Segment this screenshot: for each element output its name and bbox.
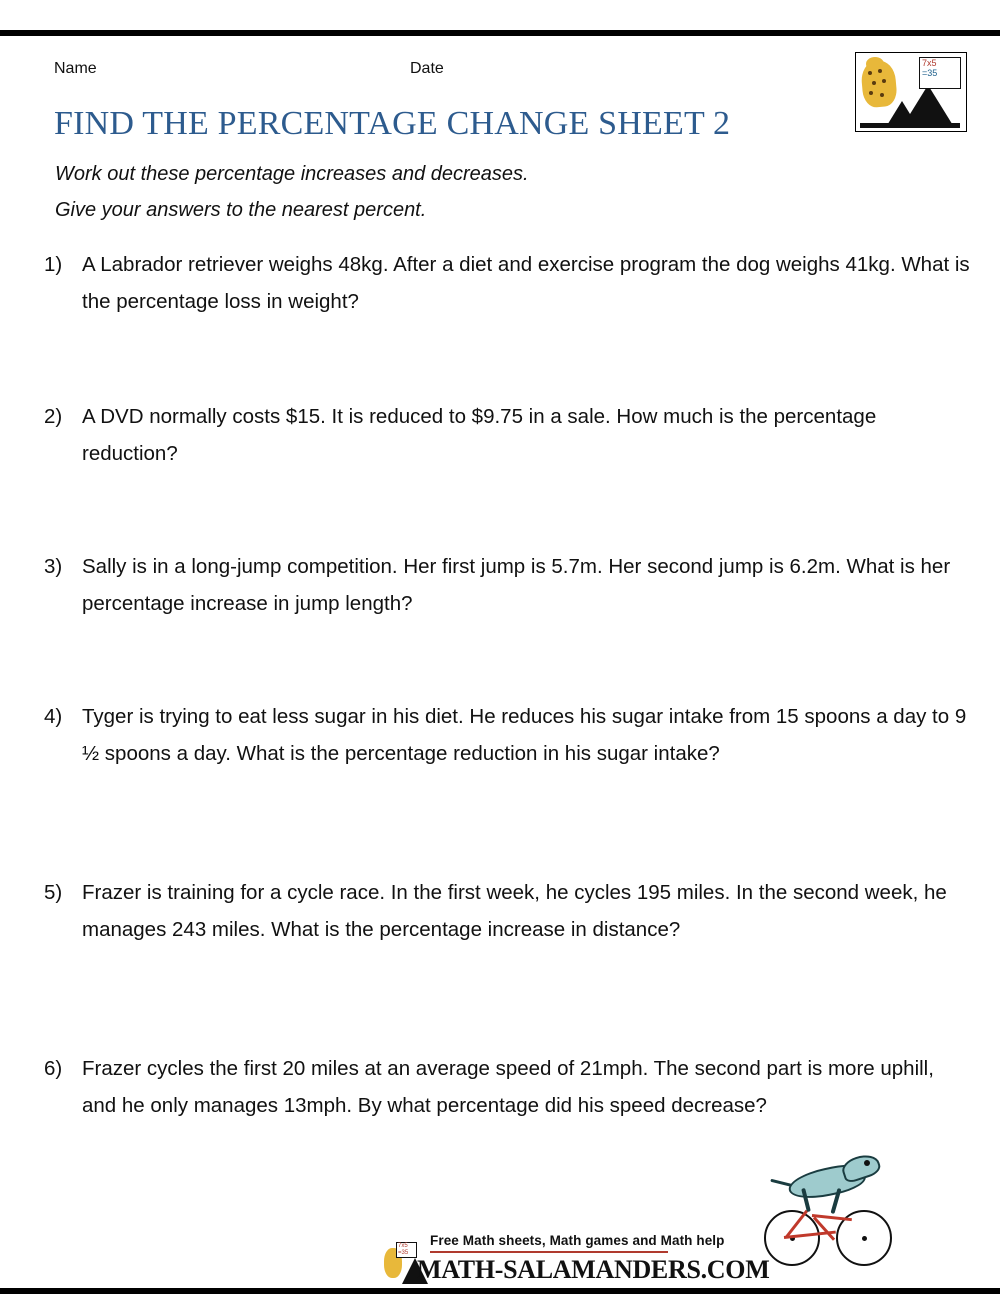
answer-space	[0, 1002, 1000, 1050]
question-item	[0, 698, 1000, 826]
mountain-large-icon	[902, 85, 954, 127]
question-text: Tyger is trying to eat less sugar in his diet. He reduces his sugar intake from 15 spoons a day to 9 ½ spoons a day. What is the percentage reduction in his sugar intake?	[82, 705, 967, 765]
lizard-icon	[776, 1154, 906, 1212]
question-item	[0, 874, 1000, 1002]
question-number: 1)	[44, 253, 63, 276]
question-item	[0, 246, 1000, 338]
chalkboard-line-1: 7x5	[922, 58, 937, 68]
question-number: 4)	[44, 705, 63, 728]
bottom-divider	[0, 1288, 1000, 1294]
page-title: FIND THE PERCENTAGE CHANGE SHEET 2	[54, 105, 731, 142]
question-number: 5)	[44, 881, 63, 904]
question-number: 2)	[44, 405, 63, 428]
question-number: 6)	[44, 1057, 63, 1080]
answer-space	[0, 338, 1000, 398]
question-text: A Labrador retriever weighs 48kg. After a diet and exercise program the dog weighs 41kg. What is the percentage loss in weight?	[82, 253, 970, 313]
chalkboard-line-2: =35	[922, 68, 938, 78]
answer-space	[0, 640, 1000, 698]
answer-space	[0, 826, 1000, 874]
footer-chalkboard-line-1: 7x5	[398, 1243, 408, 1249]
answer-space	[0, 490, 1000, 548]
top-divider	[0, 30, 1000, 36]
lizard-head-icon	[839, 1151, 882, 1185]
question-text: Sally is in a long-jump competition. Her first jump is 5.7m. Her second jump is 6.2m. What is her percentage increase in jump length?	[82, 555, 951, 615]
ground-line-icon	[860, 123, 960, 128]
footer-chalkboard-icon	[396, 1242, 417, 1258]
name-label: Name	[54, 60, 97, 77]
chalkboard-icon	[919, 57, 961, 89]
instruction-line-2: Give your answers to the nearest percent.	[55, 199, 427, 221]
question-text: Frazer is training for a cycle race. In the first week, he cycles 195 miles. In the second week, he manages 243 miles. What is the percentage increase in distance?	[82, 881, 947, 941]
question-item	[0, 548, 1000, 640]
question-text: Frazer cycles the first 20 miles at an average speed of 21mph. The second part is more uphill, and he only manages 13mph. By what percentage did his speed decrease?	[82, 1057, 934, 1117]
instruction-line-1: Work out these percentage increases and decreases.	[55, 163, 529, 185]
math-salamanders-logo	[855, 52, 967, 132]
question-item	[0, 1050, 1000, 1168]
question-list	[0, 246, 1000, 1168]
bicycle-frame-icon	[782, 1210, 856, 1244]
lizard-eye-icon	[864, 1160, 870, 1166]
footer-divider	[430, 1251, 668, 1253]
question-item	[0, 398, 1000, 490]
footer-url: MATH-SALAMANDERS.COM	[417, 1255, 770, 1284]
lizard-on-bicycle-illustration	[758, 1152, 918, 1270]
question-text: A DVD normally costs $15. It is reduced to $9.75 in a sale. How much is the percentage reduction?	[82, 405, 877, 465]
question-number: 3)	[44, 555, 63, 578]
footer-tagline: Free Math sheets, Math games and Math help	[430, 1233, 725, 1248]
footer-chalkboard-line-2: =35	[398, 1249, 409, 1256]
date-label: Date	[410, 60, 444, 77]
salamander-spots-icon	[866, 67, 892, 101]
